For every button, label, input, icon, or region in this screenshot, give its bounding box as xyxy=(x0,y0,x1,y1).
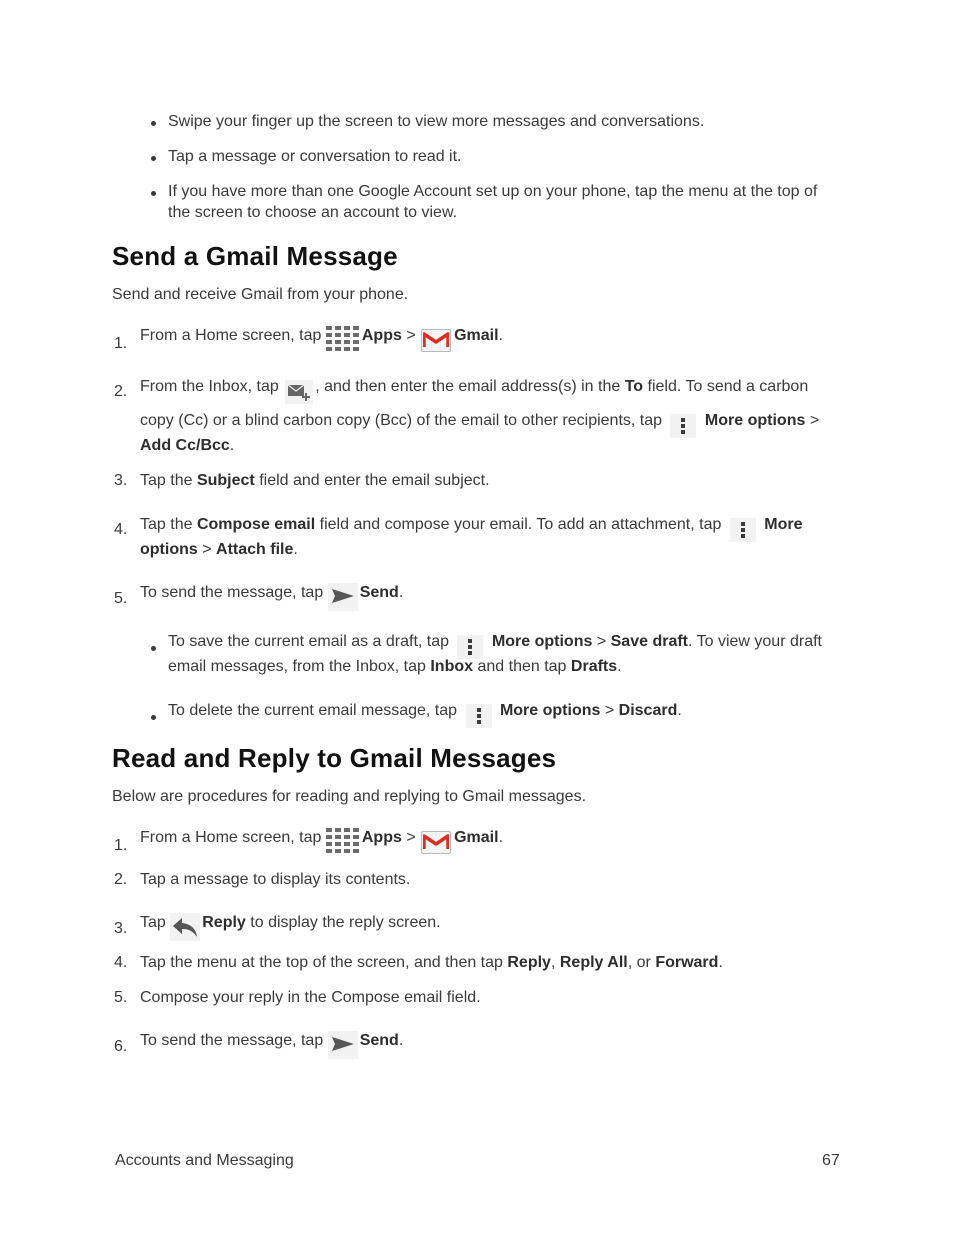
gmail-icon xyxy=(420,326,452,354)
send-icon xyxy=(328,1031,358,1059)
bullet-text-continued: the screen to choose an account to view. xyxy=(168,204,458,221)
step-2-line-2: copy (Cc) or a blind carbon copy (Bcc) of the email to other recipients, tap More options > xyxy=(140,404,819,438)
step-number: 4. xyxy=(114,521,128,538)
step-number: 1. xyxy=(114,837,128,854)
step-5-text: To send the message, tap Send. xyxy=(140,575,403,611)
section-heading-read: Read and Reply to Gmail Messages xyxy=(112,743,557,773)
step-number: 5. xyxy=(114,989,128,1006)
bullet-dot xyxy=(151,715,156,720)
read-step-4-text: Tap the menu at the top of the screen, and then tap Reply, Reply All, or Forward. xyxy=(140,954,723,971)
sub-bullet-save-line-1: To save the current email as a draft, tap More options > Save draft. To view your draft xyxy=(168,625,822,659)
step-number: 2. xyxy=(114,871,128,888)
bullet-text: Tap a message or conversation to read it. xyxy=(168,148,462,165)
step-number: 3. xyxy=(114,920,128,937)
more-options-icon xyxy=(670,414,696,438)
step-number: 4. xyxy=(114,954,128,971)
step-number: 3. xyxy=(114,472,128,489)
sub-bullet-save-line-2: email messages, from the Inbox, tap Inbox and then tap Drafts. xyxy=(168,658,622,675)
read-step-3-text: Tap Reply to display the reply screen. xyxy=(140,905,441,941)
step-3-text: Tap the Subject field and enter the email subject. xyxy=(140,472,490,489)
bullet-dot xyxy=(151,121,156,126)
read-step-6-text: To send the message, tap Send. xyxy=(140,1023,403,1059)
send-icon xyxy=(328,583,358,611)
step-number: 2. xyxy=(114,383,128,400)
read-step-1-text: From a Home screen, tap Apps > Gmail. xyxy=(140,820,503,856)
read-step-5-text: Compose your reply in the Compose email field. xyxy=(140,989,481,1006)
compose-icon xyxy=(285,380,313,404)
more-options-icon xyxy=(457,635,483,659)
section-heading-send: Send a Gmail Message xyxy=(112,241,398,271)
gmail-icon xyxy=(420,828,452,856)
section-intro: Below are procedures for reading and replying to Gmail messages. xyxy=(112,788,587,805)
more-options-icon xyxy=(466,704,492,728)
apps-grid-icon xyxy=(326,324,360,354)
footer-section-title: Accounts and Messaging xyxy=(115,1152,294,1169)
step-number: 5. xyxy=(114,590,128,607)
step-4-line-2: options > Attach file. xyxy=(140,541,298,558)
bullet-dot xyxy=(151,156,156,161)
step-number: 6. xyxy=(114,1038,128,1055)
bullet-text: If you have more than one Google Account set up on your phone, tap the menu at the top of xyxy=(168,183,818,200)
reply-icon xyxy=(170,913,200,941)
step-2-line-3: Add Cc/Bcc. xyxy=(140,437,235,454)
bullet-dot xyxy=(151,191,156,196)
section-intro: Send and receive Gmail from your phone. xyxy=(112,286,409,303)
bullet-text: Swipe your finger up the screen to view more messages and conversations. xyxy=(168,113,705,130)
read-step-2-text: Tap a message to display its contents. xyxy=(140,871,411,888)
more-options-icon xyxy=(730,518,756,542)
sub-bullet-discard: To delete the current email message, tap More options > Discard. xyxy=(168,694,682,728)
step-4-line-1: Tap the Compose email field and compose your email. To add an attachment, tap More xyxy=(140,508,803,542)
apps-grid-icon xyxy=(326,826,360,856)
bullet-dot xyxy=(151,646,156,651)
step-2-line-1: From the Inbox, tap , and then enter the email address(s) in the To field. To send a carbon xyxy=(140,370,808,404)
step-1-text: From a Home screen, tap Apps > Gmail. xyxy=(140,318,503,354)
step-number: 1. xyxy=(114,335,128,352)
page-number: 67 xyxy=(822,1152,840,1169)
